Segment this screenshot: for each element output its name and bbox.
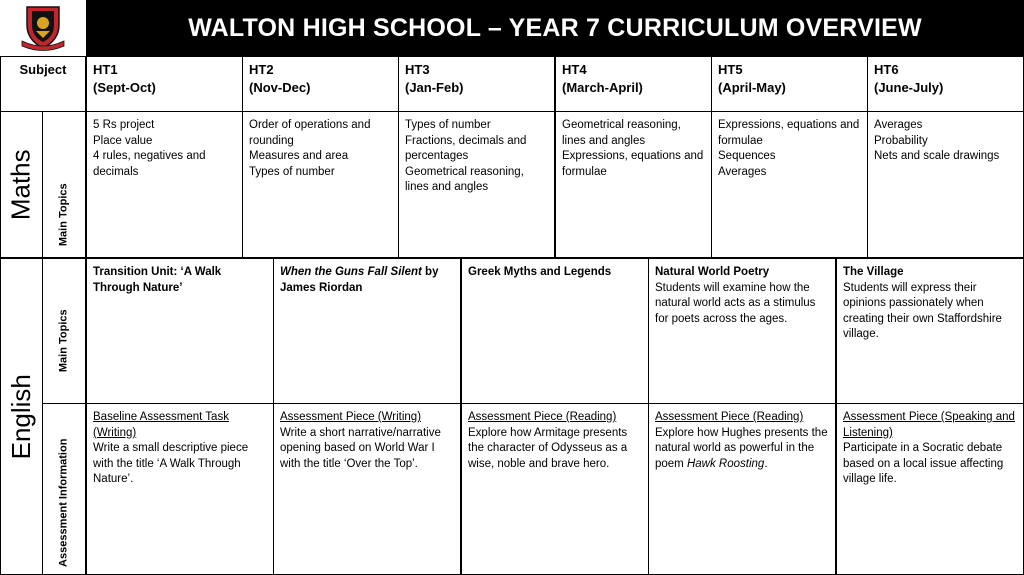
english-topic-2: When the Guns Fall Silent by James Riordan xyxy=(273,257,461,404)
row-label-main-topics: Main Topics xyxy=(42,111,86,258)
maths-cell-ht6: Averages Probability Nets and scale drawings xyxy=(867,111,1024,258)
term-range: (Nov-Dec) xyxy=(249,80,311,95)
term-header-ht2 xyxy=(242,56,399,112)
school-logo xyxy=(0,0,86,56)
term-header-ht4 xyxy=(555,56,712,112)
term-code: HT4 xyxy=(562,62,587,77)
term-header-ht3 xyxy=(398,56,555,112)
term-code: HT1 xyxy=(93,62,118,77)
term-range: (Sept-Oct) xyxy=(93,80,156,95)
english-topic-3: Greek Myths and Legends xyxy=(461,257,649,404)
term-code: HT3 xyxy=(405,62,430,77)
subject-header: Subject xyxy=(0,56,86,112)
term-code: HT2 xyxy=(249,62,274,77)
term-header-ht1 xyxy=(86,56,243,112)
term-range: (June-July) xyxy=(874,80,944,95)
maths-cell-ht4: Geometrical reasoning, lines and angles Expressions, equations and formulae xyxy=(555,111,712,258)
maths-cell-ht1: 5 Rs project Place value 4 rules, negatives and decimals xyxy=(86,111,243,258)
subject-label-maths: Maths xyxy=(0,111,43,258)
english-assessment-2: Assessment Piece (Writing) Write a short narrative/narrative opening based on World War I with the title ‘Over the Top’. xyxy=(273,403,461,575)
subject-label-english: English xyxy=(0,257,43,575)
english-topic-1: Transition Unit: ‘A Walk Through Nature’ xyxy=(86,257,274,404)
term-header-ht6 xyxy=(867,56,1024,112)
school-crest-icon xyxy=(18,3,68,53)
maths-cell-ht3: Types of number Fractions, decimals and percentages Geometrical reasoning, lines and angles xyxy=(398,111,555,258)
english-assessment-1: Baseline Assessment Task (Writing) Write a small descriptive piece with the title ‘A Walk Through Nature’. xyxy=(86,403,274,575)
term-range: (March-April) xyxy=(562,80,643,95)
term-range: (April-May) xyxy=(718,80,786,95)
maths-cell-ht5: Expressions, equations and formulae Sequences Averages xyxy=(711,111,868,258)
term-range: (Jan-Feb) xyxy=(405,80,464,95)
row-label-main-topics: Main Topics xyxy=(42,257,86,404)
term-code: HT5 xyxy=(718,62,743,77)
maths-cell-ht2: Order of operations and rounding Measures and area Types of number xyxy=(242,111,399,258)
english-assessment-4: Assessment Piece (Reading) Explore how Hughes presents the natural world as powerful in the poem Hawk Roosting. xyxy=(648,403,836,575)
term-code: HT6 xyxy=(874,62,899,77)
row-label-assessment: Assessment Information xyxy=(42,403,86,575)
english-topic-4: Natural World Poetry Students will examine how the natural world acts as a stimulus for poets across the ages. xyxy=(648,257,836,404)
english-assessment-3: Assessment Piece (Reading) Explore how Armitage presents the character of Odysseus as a wise, noble and brave hero. xyxy=(461,403,649,575)
english-topic-5: The Village Students will express their opinions passionately when creating their own Staffordshire village. xyxy=(836,257,1024,404)
term-header-ht5 xyxy=(711,56,868,112)
page-title: WALTON HIGH SCHOOL – YEAR 7 CURRICULUM OVERVIEW xyxy=(86,0,1024,56)
english-assessment-5: Assessment Piece (Speaking and Listening) Participate in a Socratic debate based on a local issue affecting village life. xyxy=(836,403,1024,575)
